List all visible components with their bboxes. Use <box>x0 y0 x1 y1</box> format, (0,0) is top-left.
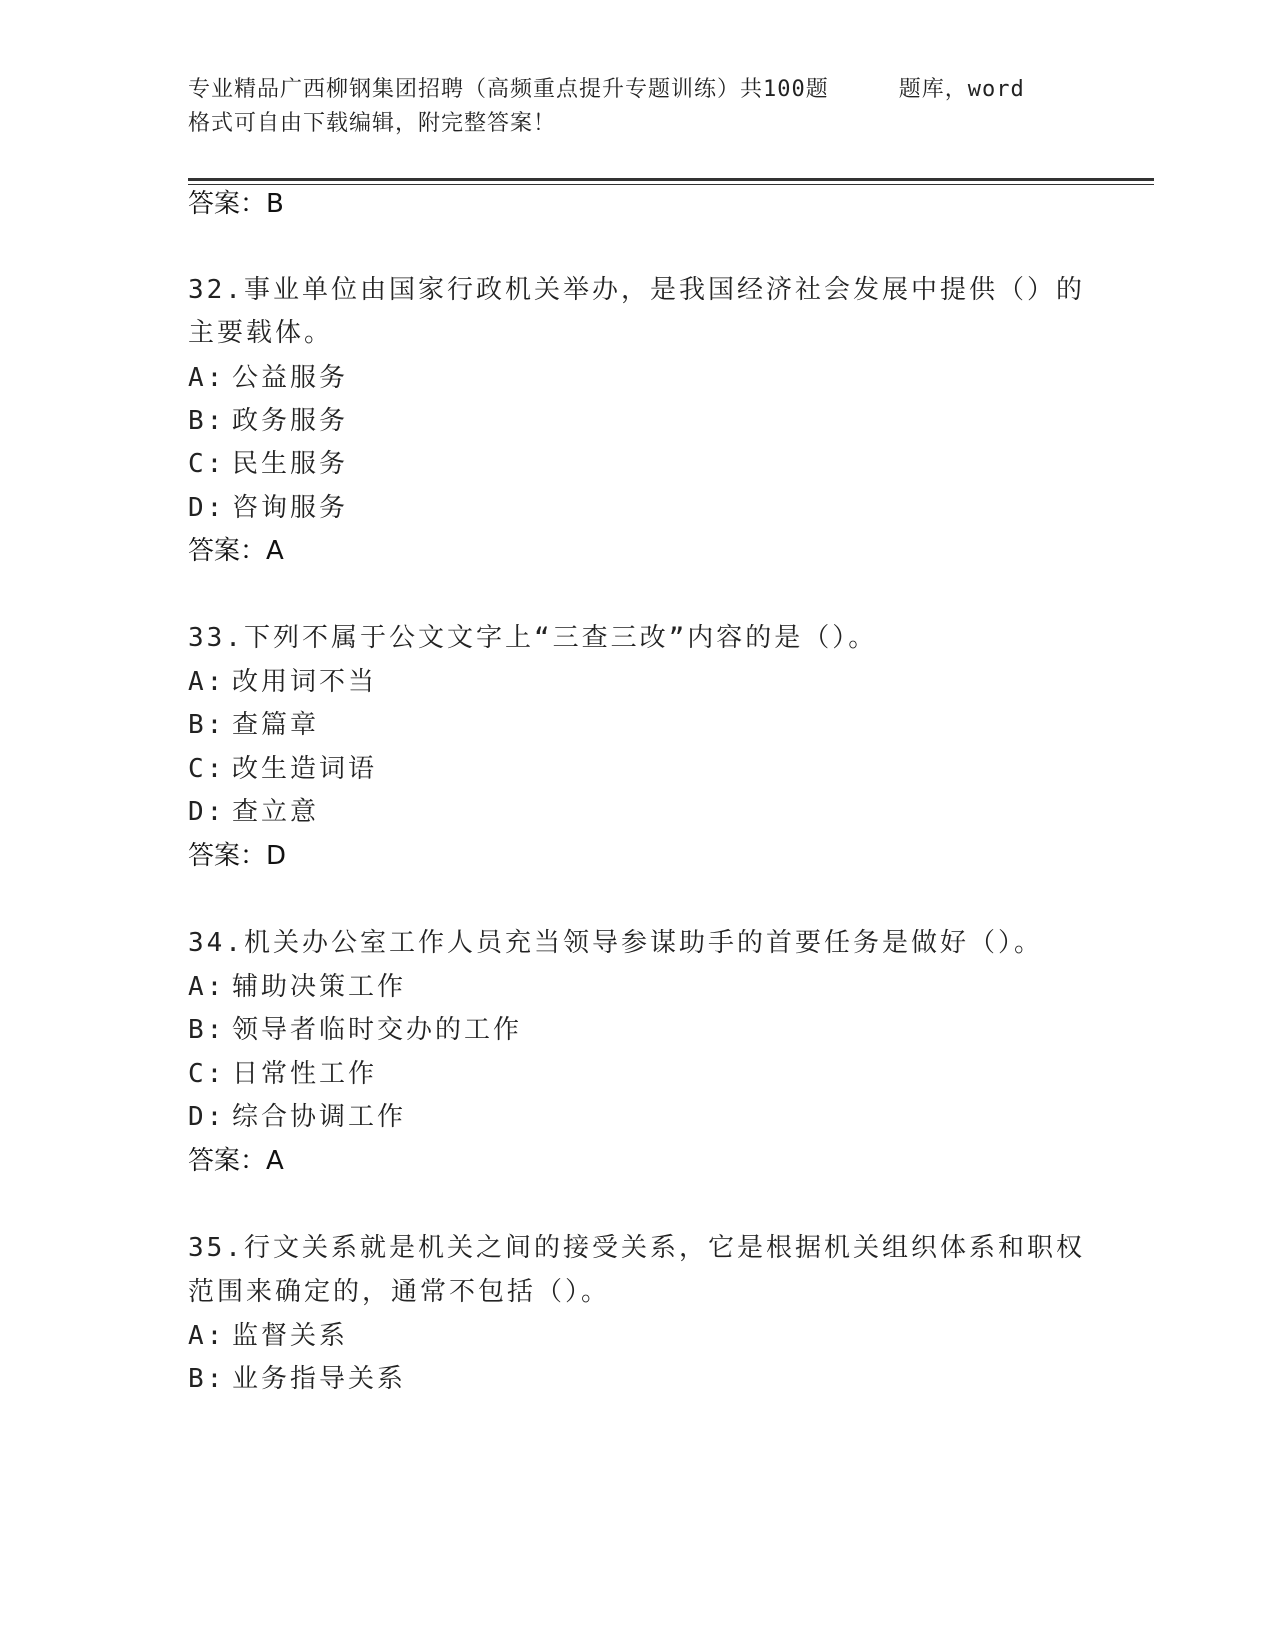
answer-prefix: 答案： <box>188 536 267 566</box>
option-label: C: <box>188 754 226 784</box>
header-divider-thick <box>188 178 1154 181</box>
option-text: 民生服务 <box>232 449 349 479</box>
option-label: B: <box>188 1015 226 1045</box>
question-32-option-a <box>188 360 348 396</box>
answer-value: D <box>266 841 287 871</box>
option-label: B: <box>188 406 226 436</box>
header-title-suffix: 题库，word <box>898 77 1025 102</box>
question-35-line-1: 35.行文关系就是机关之间的接受关系，它是根据机关组织体系和职权 <box>188 1233 1085 1263</box>
answer-prefix: 答案： <box>188 189 267 219</box>
question-34-option-a <box>188 969 406 1005</box>
option-text: 监督关系 <box>232 1321 349 1351</box>
question-34-option-b <box>188 1012 522 1048</box>
question-32-line-1: 32.事业单位由国家行政机关举办，是我国经济社会发展中提供（）的 <box>188 275 1085 305</box>
header-line-2: 格式可自由下载编辑，附完整答案！ <box>188 111 557 136</box>
question-33-option-b <box>188 707 319 743</box>
question-34-answer <box>188 1143 284 1179</box>
option-text: 咨询服务 <box>232 493 349 523</box>
option-label: D: <box>188 493 226 523</box>
answer-value: A <box>266 536 284 566</box>
option-text: 日常性工作 <box>232 1059 378 1089</box>
option-text: 业务指导关系 <box>232 1364 407 1394</box>
option-text: 改用词不当 <box>232 667 378 697</box>
option-text: 综合协调工作 <box>232 1102 407 1132</box>
question-33-option-d <box>188 794 319 830</box>
question-32-option-d <box>188 490 348 526</box>
option-label: B: <box>188 710 226 740</box>
option-label: A: <box>188 972 226 1002</box>
option-label: A: <box>188 1321 226 1351</box>
question-32-option-c <box>188 446 348 482</box>
answer-prefix: 答案： <box>188 1146 267 1176</box>
question-34-option-c <box>188 1056 377 1092</box>
question-33-option-a <box>188 664 377 700</box>
header-title: 专业精品广西柳钢集团招聘（高频重点提升专题训练）共100题 <box>188 77 829 102</box>
option-text: 公益服务 <box>232 363 349 393</box>
header-divider-thin <box>188 184 1154 185</box>
option-text: 改生造词语 <box>232 754 378 784</box>
option-label: A: <box>188 363 226 393</box>
answer-prefix: 答案： <box>188 841 267 871</box>
header-line-1 <box>188 73 1088 107</box>
page-header <box>188 73 1088 141</box>
option-label: B: <box>188 1364 226 1394</box>
question-33-answer <box>188 838 286 874</box>
option-label: C: <box>188 1059 226 1089</box>
question-32-line-2: 主要载体。 <box>188 318 334 348</box>
question-32-answer <box>188 533 284 569</box>
answer-value: B <box>266 189 284 219</box>
option-text: 政务服务 <box>232 406 349 436</box>
option-label: D: <box>188 797 226 827</box>
question-34-line-1: 34.机关办公室工作人员充当领导参谋助手的首要任务是做好（）。 <box>188 928 1043 958</box>
question-32-option-b <box>188 403 348 439</box>
option-label: A: <box>188 667 226 697</box>
question-33-option-c <box>188 751 377 787</box>
option-text: 领导者临时交办的工作 <box>232 1015 523 1045</box>
previous-answer <box>188 186 284 222</box>
option-label: C: <box>188 449 226 479</box>
option-text: 查立意 <box>232 797 320 827</box>
question-35-option-a <box>188 1318 348 1354</box>
question-35-option-b <box>188 1361 406 1397</box>
answer-value: A <box>266 1146 284 1176</box>
option-text: 辅助决策工作 <box>232 972 407 1002</box>
option-label: D: <box>188 1102 226 1132</box>
question-33-line-1: 33.下列不属于公文文字上“三查三改”内容的是（）。 <box>188 623 878 653</box>
question-35-line-2: 范围来确定的，通常不包括（）。 <box>188 1277 611 1307</box>
option-text: 查篇章 <box>232 710 320 740</box>
question-34-option-d <box>188 1099 406 1135</box>
